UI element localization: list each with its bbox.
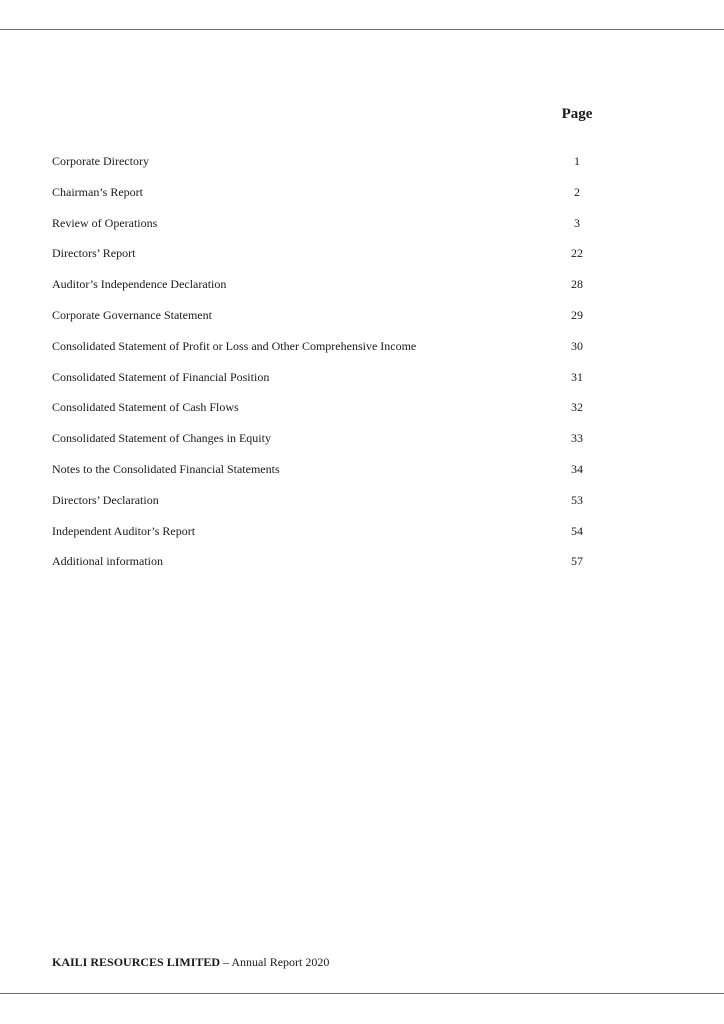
toc-entry-page: 34: [571, 461, 583, 476]
bottom-rule: [0, 993, 724, 994]
toc-entry-page: 28: [571, 277, 583, 292]
toc-entry-title: Corporate Directory: [52, 154, 149, 168]
toc-entry-title: Consolidated Statement of Financial Position: [52, 369, 270, 384]
toc-entry-page: 30: [571, 338, 583, 353]
toc-entry-title: Review of Operations: [52, 215, 158, 230]
toc-entry-cash-flows[interactable]: [52, 398, 612, 429]
toc-entry-corporate-directory[interactable]: [52, 152, 612, 183]
toc-entry-title: Notes to the Consolidated Financial Statements: [52, 461, 280, 476]
top-rule: [0, 29, 724, 30]
toc-entry-page: 32: [571, 400, 583, 415]
toc-entry-page: 3: [574, 215, 580, 230]
toc-entry-page: 57: [571, 554, 583, 569]
footer-report-label: – Annual Report 2020: [220, 955, 330, 969]
toc-entry-title: Additional information: [52, 554, 163, 569]
toc-entry-auditors-independence-declaration[interactable]: [52, 275, 612, 306]
toc-entry-review-of-operations[interactable]: [52, 214, 612, 245]
toc-entry-title: Consolidated Statement of Cash Flows: [52, 400, 239, 415]
toc-entry-page: 31: [571, 369, 583, 384]
toc-entry-page: 53: [571, 492, 583, 507]
toc-entry-page: 33: [571, 431, 583, 446]
toc-entry-title: Chairman’s Report: [52, 184, 143, 199]
toc-entry-page: 2: [574, 184, 580, 199]
toc-entry-additional-information[interactable]: [52, 552, 612, 583]
toc-entry-title: Auditor’s Independence Declaration: [52, 277, 227, 292]
toc-entry-changes-in-equity[interactable]: [52, 429, 612, 460]
footer-company-name: KAILI RESOURCES LIMITED: [52, 955, 221, 969]
toc-entry-independent-auditors-report[interactable]: [52, 522, 612, 553]
page-column-heading: Page: [561, 106, 593, 122]
toc-entry-title: Corporate Governance Statement: [52, 307, 212, 322]
toc-entry-title: Independent Auditor’s Report: [52, 523, 196, 538]
toc-entry-page: 1: [574, 154, 580, 168]
toc-entry-page: 29: [571, 307, 583, 322]
toc-entry-corporate-governance-statement[interactable]: [52, 306, 612, 337]
table-of-contents: [52, 152, 612, 583]
toc-entry-page: 22: [571, 246, 583, 261]
toc-entry-title: Directors’ Report: [52, 246, 136, 261]
toc-entry-notes-to-financial-statements[interactable]: [52, 460, 612, 491]
toc-entry-directors-report[interactable]: [52, 244, 612, 275]
toc-entry-title: Directors’ Declaration: [52, 492, 159, 507]
page-footer: [52, 953, 329, 971]
toc-entry-chairmans-report[interactable]: [52, 183, 612, 214]
toc-entry-profit-or-loss[interactable]: [52, 337, 612, 368]
toc-entry-directors-declaration[interactable]: [52, 491, 612, 522]
toc-entry-page: 54: [571, 523, 583, 538]
toc-entry-financial-position[interactable]: [52, 368, 612, 399]
toc-entry-title: Consolidated Statement of Changes in Equity: [52, 431, 271, 446]
toc-entry-title: Consolidated Statement of Profit or Loss and Other Comprehensive Income: [52, 338, 417, 353]
